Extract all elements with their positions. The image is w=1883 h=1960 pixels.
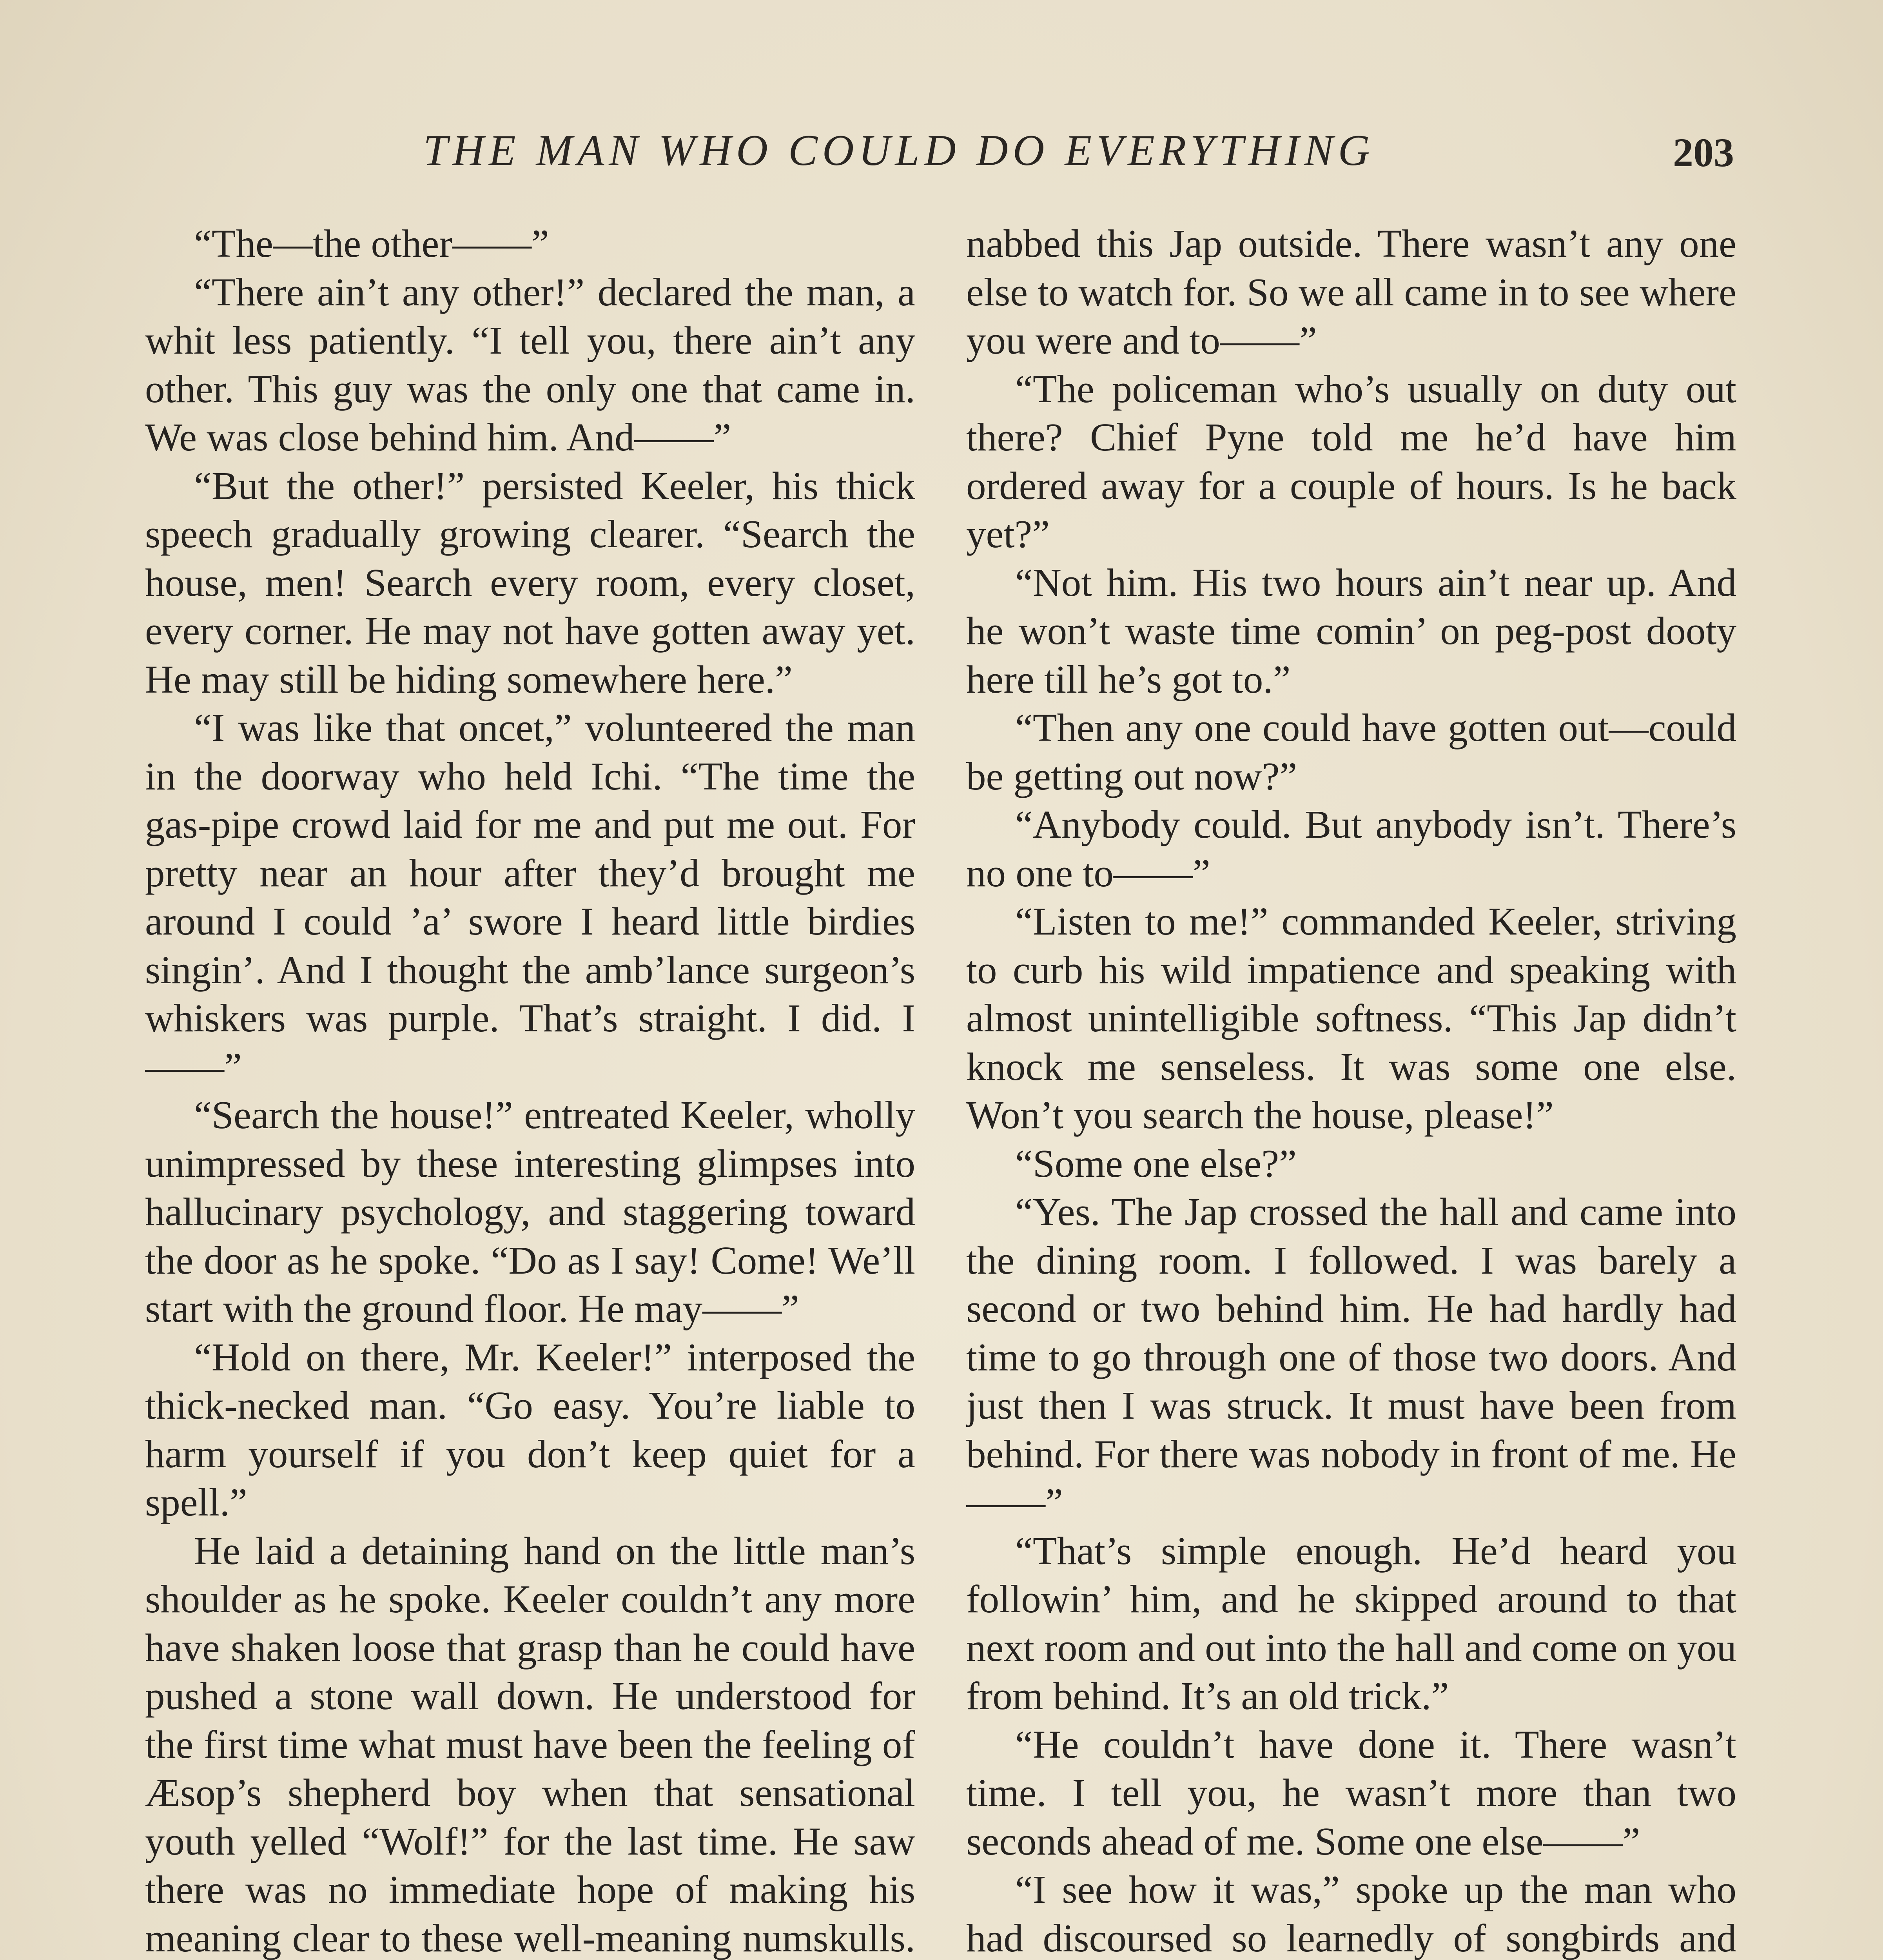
paragraph: “Listen to me!” commanded Keeler, striving to curb his wild impatience and speaking with almost unintelligible softness. “This Jap didn’t knock me senseless. It was some one else. Won’t you search the house, please!” <box>966 899 1736 1137</box>
paragraph: “The—the other——” <box>194 221 549 265</box>
text-columns <box>145 220 1736 1960</box>
paragraph: “He couldn’t have done it. There wasn’t time. I tell you, he wasn’t more than two seconds ahead of me. Some one else——” <box>966 1722 1736 1863</box>
paragraph: “Search the house!” entreated Keeler, wholly unimpressed by these interesting glimpses into hallucinary psychology, and staggering toward the door as he spoke. “Do as I say! Come! We’ll start with the ground floor. He may——” <box>145 1093 915 1330</box>
paragraph: “Then any one could have gotten out—could be getting out now?” <box>966 706 1736 798</box>
left-column <box>145 220 915 1960</box>
paragraph: “Hold on there, Mr. Keeler!” interposed the thick-necked man. “Go easy. You’re liable to harm yourself if you don’t keep quiet for a spell.” <box>145 1335 915 1524</box>
paragraph: “Not him. His two hours ain’t near up. And he won’t waste time comin’ on peg-post dooty here till he’s got to.” <box>966 560 1736 701</box>
paragraph: “I see how it was,” spoke up the man who had discoursed so learnedly of songbirds and <box>966 1867 1736 1960</box>
paragraph: “The policeman who’s usually on duty out there? Chief Pyne told me he’d have him ordered away for a couple of hours. Is he back yet?” <box>966 367 1736 556</box>
paragraph: “Yes. The Jap crossed the hall and came into the dining room. I followed. I was barely a second or two behind him. He had hardly had time to go through one of those two doors. And just then I was struck. It must have been from behind. For there was nobody in front of me. He——” <box>966 1190 1736 1524</box>
right-column <box>966 220 1736 1960</box>
paragraph: “Anybody could. But anybody isn’t. There’s no one to——” <box>966 802 1736 895</box>
running-head: THE MAN WHO COULD DO EVERYTHING <box>423 126 1375 175</box>
paragraph: “Some one else?” <box>1015 1141 1297 1185</box>
paragraph-continued: nabbed this Jap outside. There wasn’t any one else to watch for. So we all came in to see where you were and to——” <box>966 221 1736 362</box>
paragraph: “There ain’t any other!” declared the man, a whit less patiently. “I tell you, there ain’t any other. This guy was the only one that came in. We was close behind him. And——” <box>145 270 915 459</box>
paragraph: He laid a detaining hand on the little man’s shoulder as he spoke. Keeler couldn’t any more have shaken loose that grasp than he could have pushed a stone wall down. He understood for the first time what must have been the feeling of Æsop’s shepherd boy when that sensational youth yelled “Wolf!” for the last time. He saw there was no immediate hope of making his meaning clear to these well-meaning numskulls. <box>145 1528 915 1960</box>
paragraph: “But the other!” persisted Keeler, his thick speech gradually growing clearer. “Search the house, men! Search every room, every closet, every corner. He may not have gotten away yet. He may still be hiding somewhere here.” <box>145 463 915 701</box>
paragraph: “That’s simple enough. He’d heard you followin’ him, and he skipped around to that next room and out into the hall and come on you from behind. It’s an old trick.” <box>966 1528 1736 1718</box>
paragraph: “I was like that oncet,” volunteered the man in the doorway who held Ichi. “The time the gas-pipe crowd laid for me and put me out. For pretty near an hour after they’d brought me around I could ’a’ swore I heard little birdies singin’. And I thought the amb’lance surgeon’s whiskers was purple. That’s straight. I did. I——” <box>145 706 915 1089</box>
page-number: 203 <box>1673 130 1734 175</box>
page-header <box>141 118 1734 196</box>
